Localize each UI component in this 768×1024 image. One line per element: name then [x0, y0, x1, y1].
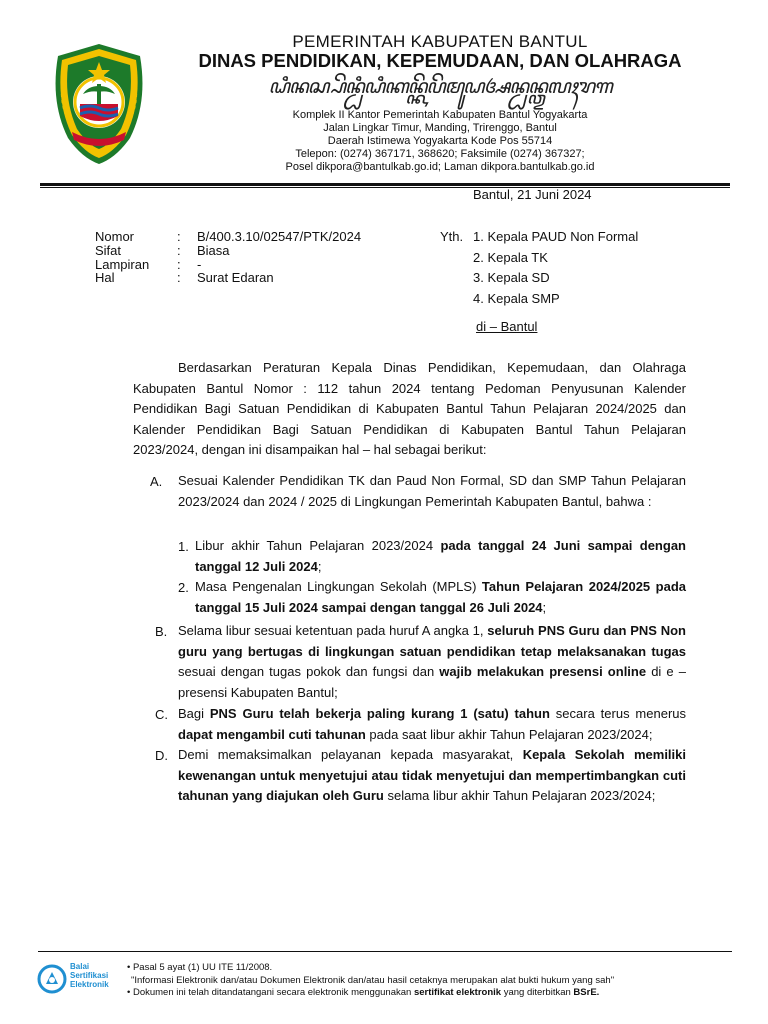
text-run: sesuai dengan tugas pokok dan fungsi dan: [178, 664, 440, 680]
meta-colon: :: [177, 243, 181, 258]
meta-label: Nomor: [95, 229, 135, 244]
footnote-bold: BSrE.: [573, 987, 600, 998]
meta-value: -: [197, 257, 202, 272]
intro-line: Kabupaten Bantul Nomor : 112 tahun 2024 tentang Pedoman Penyusunan Kalender: [133, 380, 686, 396]
bsre-text: Sertifikasi: [70, 971, 109, 980]
text-run: ;: [542, 599, 547, 615]
bold-run: Tahun Pelajaran 2024/2025 pada tanggal 15 Juli 2024 sampai dengan tanggal 26 Juli 2024: [195, 579, 686, 615]
recipient-item: 1. Kepala PAUD Non Formal: [473, 229, 639, 244]
header-government: PEMERINTAH KABUPATEN BANTUL: [292, 32, 588, 51]
intro-line: Pendidikan Bagi Satuan Pendidikan di Kabupaten Bantul Tahun Pelajaran 2024/2025 dan: [133, 401, 686, 417]
text-run: secara terus menerus: [549, 706, 686, 721]
point-b-text: [178, 621, 686, 703]
header-rule: [40, 183, 730, 186]
intro-line: Berdasarkan Peraturan Kepala Dinas Pendidikan, Kepemudaan, dan Olahraga: [178, 360, 686, 375]
text-run: selama libur akhir Tahun Pelajaran 2023/2024;: [383, 788, 656, 804]
kabupaten-bantul-logo: [50, 42, 148, 166]
header-rule-thin: [40, 187, 730, 188]
bsre-emblem-icon: [37, 964, 67, 994]
text-run: Bagi: [178, 706, 210, 721]
text-run: Masa Pengenalan Lingkungan Sekolah (MPLS): [195, 579, 482, 594]
point-d-text: [178, 745, 686, 807]
intro-line: 2023/2024, dengan ini disampaikan hal – hal sebagai berikut:: [133, 442, 487, 458]
meta-colon: :: [177, 229, 181, 244]
intro-paragraph: [133, 358, 686, 461]
header-javanese-script: ꦝꦶꦤꦱ꧀ꦥꦼꦤ꧀ꦝꦶꦝꦶꦏꦤ꧀ꦏꦼꦥꦼꦩꦸꦝꦄꦤ꧀ꦝꦤ꧀ꦎꦭꦃꦫꦒ: [268, 74, 612, 98]
letter-date: Bantul, 21 Juni 2024: [473, 187, 592, 202]
footnote-bold: sertifikat elektronik: [413, 987, 502, 998]
address-line: Telepon: (0274) 367171, 368620; Faksimile (0274) 367327;: [295, 148, 585, 160]
bold-run: PNS Guru telah bekerja paling kurang 1 (satu) tahun: [209, 706, 550, 721]
bsre-text: Elektronik: [70, 980, 109, 989]
bold-run: wajib melakukan presensi online: [439, 664, 647, 680]
bold-run: Kepala Sekolah memiliki kewenangan untuk menyetujui atau tidak menyetujui dan mempertimbangkan cuti tahunan yang diajukan oleh Guru: [178, 747, 686, 804]
bsre-text: Balai: [70, 962, 90, 971]
text-run: pada saat libur akhir Tahun Pelajaran 2023/2024;: [365, 726, 653, 742]
point-marker-a: A.: [150, 474, 163, 489]
address-line: Daerah Istimewa Yogyakarta Kode Pos 55714: [327, 135, 553, 147]
meta-value: B/400.3.10/02547/PTK/2024: [197, 229, 362, 244]
point-marker-c: C.: [155, 707, 168, 722]
meta-value: Biasa: [197, 243, 230, 258]
point-marker-b: B.: [155, 624, 168, 639]
footnote-quote: "Informasi Elektronik dan/atau Dokumen Elektronik dan/atau hasil cetaknya merupakan alat bukti hukum yang sah": [131, 975, 615, 986]
bullet: •: [127, 987, 131, 998]
text-run: Libur akhir Tahun Pelajaran 2023/2024: [195, 538, 441, 553]
recipient-item: 3. Kepala SD: [473, 270, 550, 285]
footnote-text: Dokumen ini telah ditandatangani secara elektronik menggunakan: [132, 987, 414, 998]
footer-rule: [38, 951, 732, 952]
address-line: Jalan Lingkar Timur, Manding, Trirenggo, Bantul: [323, 122, 557, 134]
subpoint-marker: 2.: [178, 580, 189, 595]
meta-value: Surat Edaran: [197, 270, 274, 285]
recipient-item: 2. Kepala TK: [473, 250, 548, 265]
address-line: Posel dikpora@bantulkab.go.id; Laman dikpora.bantulkab.go.id: [285, 161, 595, 173]
text-run: Selama libur sesuai ketentuan pada huruf A angka 1,: [178, 623, 488, 638]
footnote-text: yang diterbitkan: [501, 987, 574, 998]
recipient-location: di – Bantul: [476, 319, 538, 334]
recipient-salutation: Yth.: [440, 229, 464, 244]
text-run: ;: [317, 558, 322, 574]
meta-colon: :: [177, 270, 181, 285]
meta-label: Sifat: [95, 243, 122, 258]
bold-run: seluruh PNS Guru dan PNS Non guru yang bertugas di lingkungan satuan pendidikan tetap melaksanakan tugas: [178, 623, 686, 659]
text-run: di e – presensi Kabupaten Bantul;: [178, 664, 687, 700]
subpoint-marker: 1.: [178, 539, 189, 554]
subpoint-a1: [195, 536, 686, 577]
address-line: Komplek II Kantor Pemerintah Kabupaten Bantul Yogyakarta: [292, 109, 588, 121]
bold-run: dapat mengambil cuti tahunan: [178, 726, 366, 742]
bsre-logo: [37, 962, 119, 998]
subpoint-a2: [195, 577, 686, 618]
point-marker-d: D.: [155, 748, 168, 763]
bullet: •: [127, 962, 131, 973]
recipient-item: 4. Kepala SMP: [473, 291, 560, 306]
point-a-text: Sesuai Kalender Pendidikan TK dan Paud Non Formal, SD dan SMP Tahun Pelajaran 2023/2024 dan 2024 / 2025 di Lingkungan Pemerintah Kabupaten Bantul, bahwa :: [178, 473, 686, 509]
point-c-text: [178, 704, 686, 745]
intro-line: Kalender Pendidikan Bagi Satuan Pendidikan di Kabupaten Bantul Tahun Pelajaran: [133, 421, 686, 437]
meta-label: Hal: [95, 270, 115, 285]
footnote-signature-notice: [127, 987, 599, 998]
text-run: Demi memaksimalkan pelayanan kepada masyarakat,: [178, 747, 523, 762]
header-agency: DINAS PENDIDIKAN, KEPEMUDAAN, DAN OLAHRAGA: [198, 50, 682, 71]
footnote-legal-basis: [127, 962, 272, 973]
meta-colon: :: [177, 257, 181, 272]
bold-run: pada tanggal 24 Juni sampai dengan tanggal 12 Juli 2024: [195, 538, 686, 574]
footnote-text: Pasal 5 ayat (1) UU ITE 11/2008.: [132, 962, 273, 973]
meta-label: Lampiran: [95, 257, 150, 272]
